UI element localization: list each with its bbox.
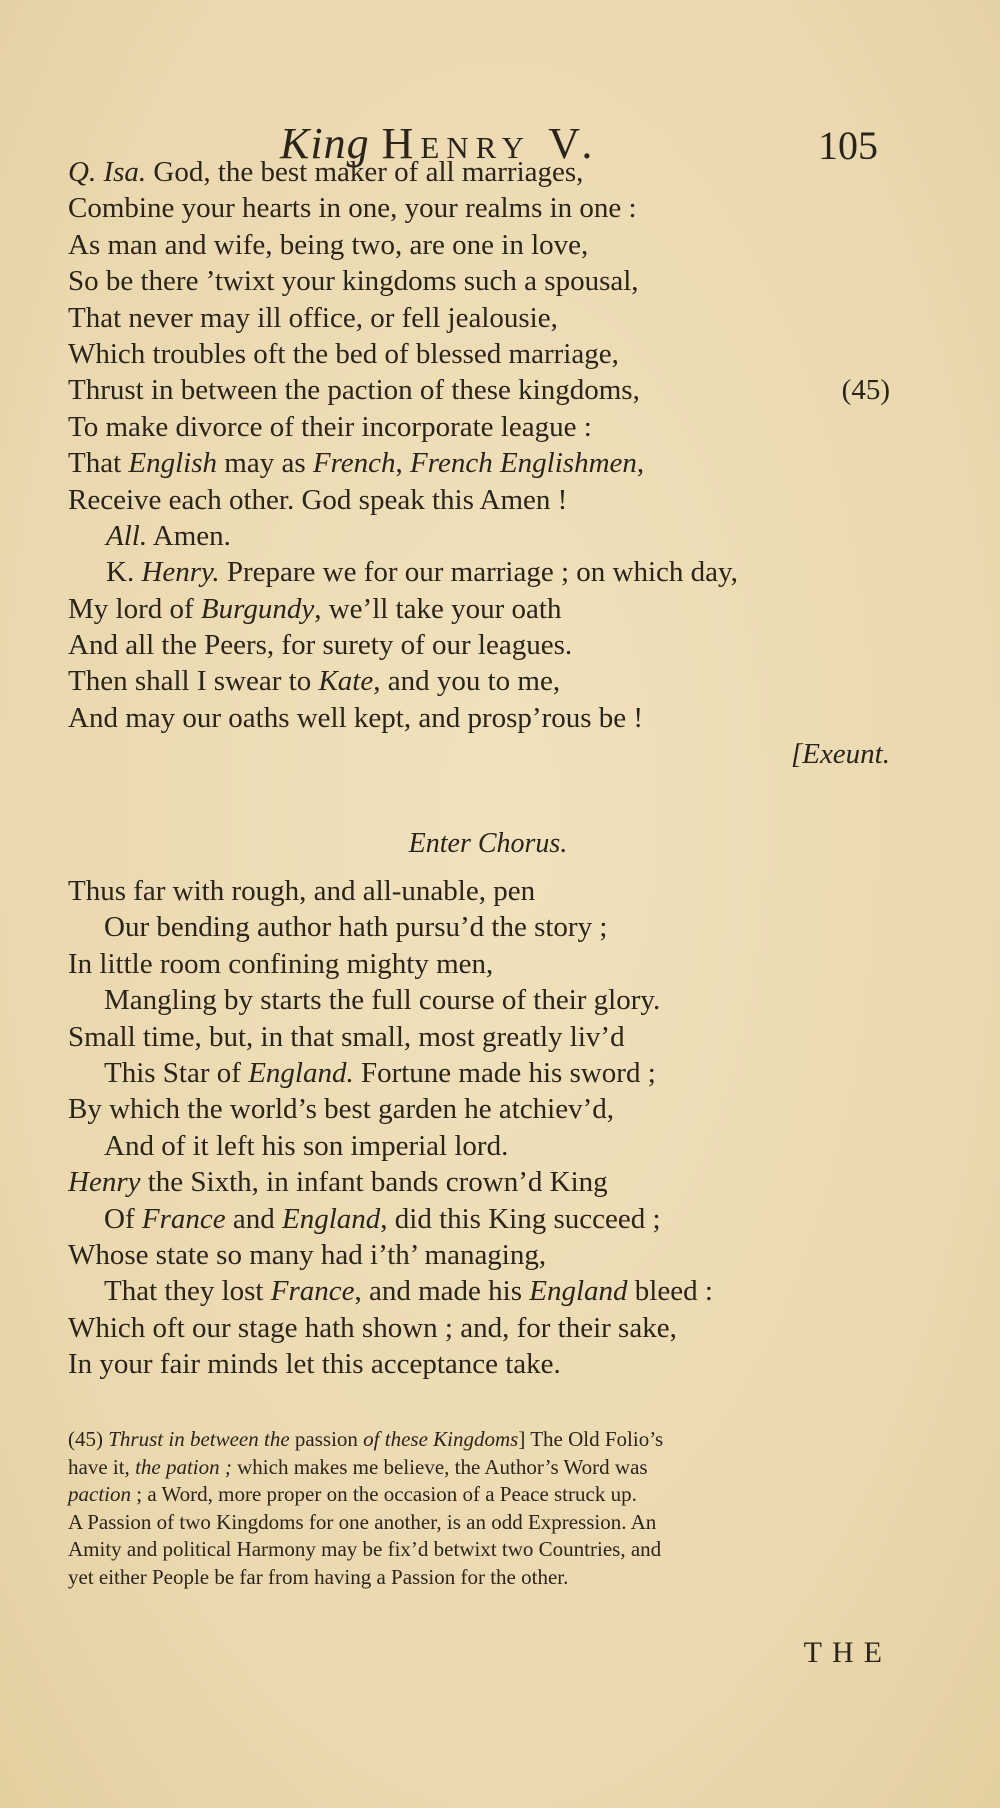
footnote-line: (45) Thrust in between the passion of these Kingdoms] The Old Folio’s [68,1427,664,1451]
footnote-line: Amity and political Harmony may be fix’d betwixt two Countries, and [68,1537,662,1561]
verse-block-dialogue [68,154,908,773]
verse-line: That never may ill office, or fell jealousie, [68,301,558,334]
chorus-line: In your fair minds let this acceptance take. [68,1348,561,1381]
footnote-line: yet either People be far from having a Passion for the other. [68,1564,569,1589]
verse-line: All. Amen. [106,519,231,552]
title-henry: Henry V. [381,119,600,168]
footnote [68,1426,896,1591]
verse-line: Receive each other. God speak this Amen ! [68,483,568,516]
verse-line: That English may as French, French Englishmen, [68,447,645,480]
chorus-line: This Star of England. Fortune made his sword ; [104,1056,656,1089]
chorus-line: Which oft our stage hath shown ; and, for their sake, [68,1311,677,1344]
verse-line: As man and wife, being two, are one in love, [68,228,589,261]
verse-line: And may our oaths well kept, and prosp’rous be ! [68,701,644,734]
verse-line: So be there ’twixt your kingdoms such a spousal, [68,265,639,298]
catchword: THE [803,1636,892,1669]
chorus-line: Of France and England, did this King succeed ; [104,1202,661,1235]
chorus-line: By which the world’s best garden he atchiev’d, [68,1093,615,1126]
chorus-line: Small time, but, in that small, most greatly liv’d [68,1020,625,1053]
verse-line: My lord of Burgundy, we’ll take your oath [68,592,562,625]
verse-line: Thrust in between the paction of these kingdoms, (45) [68,372,908,408]
title-king: King [280,119,370,168]
verse-line: Then shall I swear to Kate, and you to me, [68,665,561,698]
verse-line: Q. Isa. God, the best maker of all marriages, [68,156,584,188]
chorus-heading-block [68,826,908,862]
chorus-line: Whose state so many had i’th’ managing, [68,1238,547,1271]
chorus-line: Henry the Sixth, in infant bands crown’d King [68,1166,608,1199]
verse-block-chorus [68,873,908,1382]
verse-line: K. Henry. Prepare we for our marriage ; on which day, [106,556,738,589]
speaker-label: K. Henry. [106,556,220,589]
verse-line: Which troubles oft the bed of blessed marriage, [68,337,619,370]
verse-line: To make divorce of their incorporate league : [68,410,592,443]
line-note-marker: (45) [841,374,890,407]
chorus-line: That they lost France, and made his England bleed : [104,1275,713,1308]
footnote-line: A Passion of two Kingdoms for one another, is an odd Expression. An [68,1509,657,1534]
chorus-line: Our bending author hath pursu’d the story ; [104,911,608,944]
footnote-line: have it, the pation ; which makes me believe, the Author’s Word was [68,1454,648,1479]
verse-line: And all the Peers, for surety of our leagues. [68,629,573,662]
speaker-label: All. [106,519,148,552]
footnote-line: paction ; a Word, more proper on the occasion of a Peace struck up. [68,1482,637,1506]
chorus-line: And of it left his son imperial lord. [104,1129,509,1162]
page-number: 105 [818,123,878,168]
chorus-line: In little room confining mighty men, [68,947,494,980]
stage-direction-exeunt: [Exeunt. [790,738,890,771]
chorus-line: Thus far with rough, and all-unable, pen [68,875,536,907]
chorus-line: Mangling by starts the full course of their glory. [104,984,661,1017]
verse-line: Combine your hearts in one, your realms in one : [68,192,637,225]
speaker-label: Q. Isa. [68,156,147,188]
chorus-heading: Enter Chorus. [408,828,568,859]
